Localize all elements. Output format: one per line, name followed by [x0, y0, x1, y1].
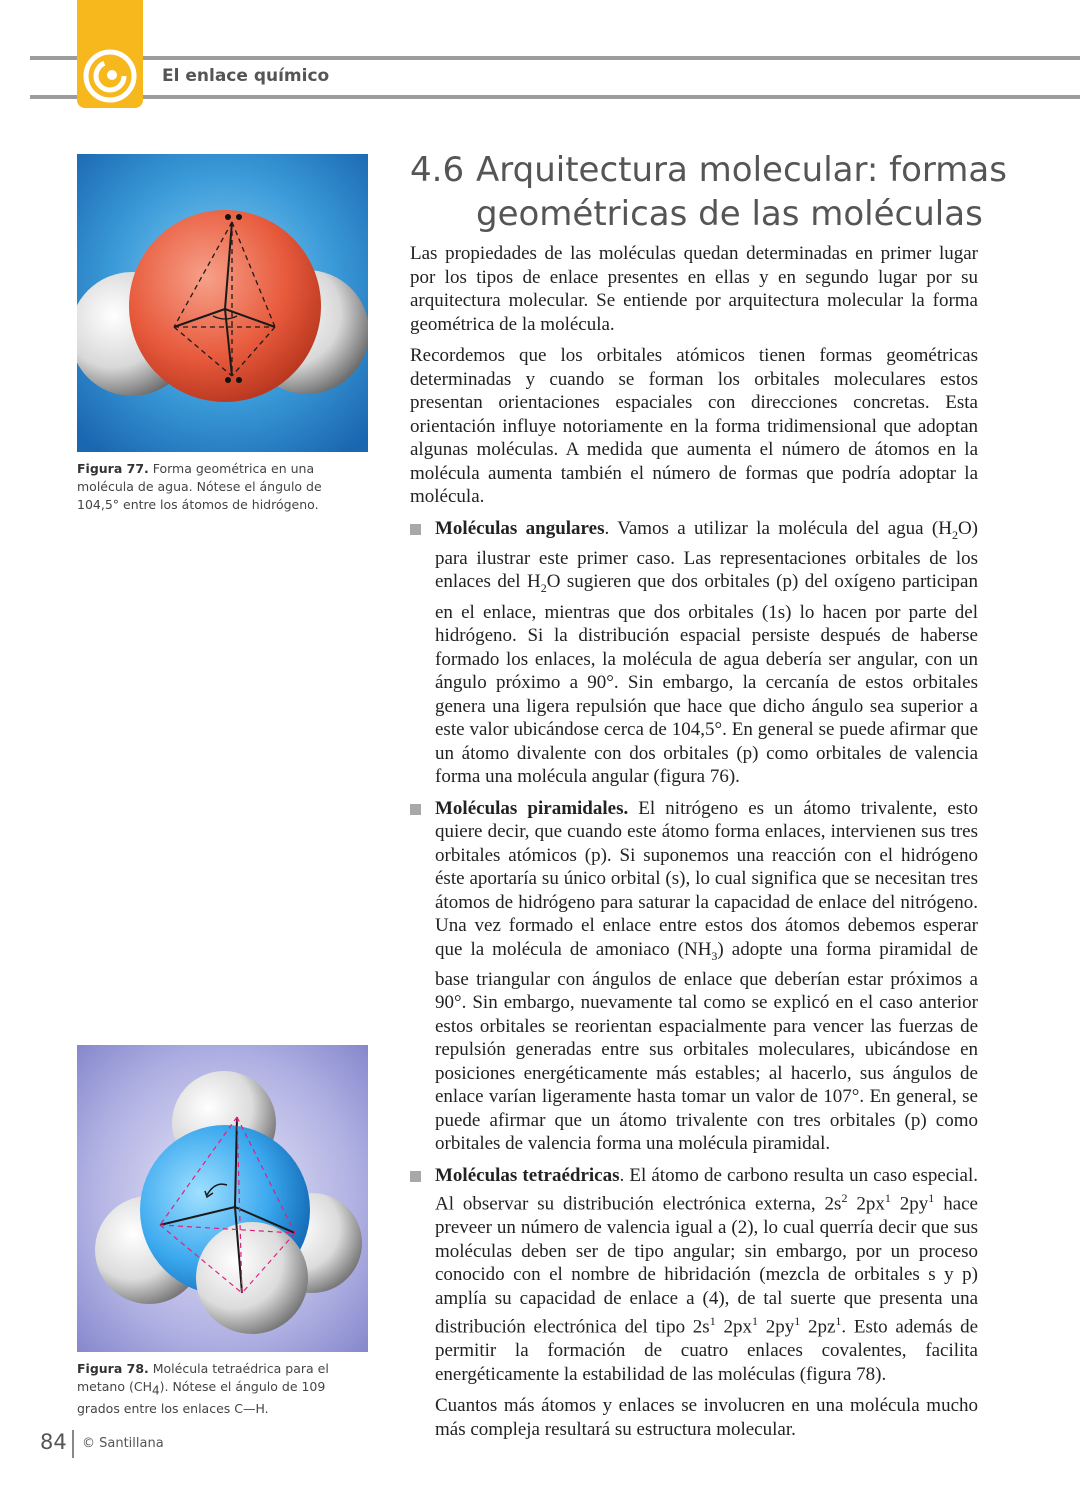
header-rule-bottom	[30, 95, 1080, 99]
header-rule-top	[30, 56, 1080, 60]
bullet-square-icon	[410, 524, 421, 535]
bullet-tetraedrica: Moléculas tetraédricas. El átomo de carbono resulta un caso especial. Al observar su distribución electrónica externa, $2s^2$ $2px^1$ $2py^1$ hace preveer un número de valencia igual a (2), lo cual querría decir que sus moléculas deben ser de tipo angular; sin embargo, por un proceso conocido con el nombre de hibridación (mezcla de orbitales s y p) amplía su capacidad de enlace a (4), de tal suerte que presenta una distribución electrónica del tipo $2s^1$ $2px^1$ $2py^1$ $2pz^1$. Esto además de permitir la formación de cuatro enlaces covalentes, facilita energéticamente la estabilidad de las moléculas (figura 78).	[410, 1164, 978, 1386]
bullet-square-icon	[410, 1171, 421, 1182]
bullet-angular: Moléculas angulares. Vamos a utilizar la molécula del agua $(H_2O)$ para ilustrar este primer caso. Las representaciones orbitales de los enlaces del $H_2O$ sugieren que dos orbitales (p) del oxígeno participan en el enlace, mientras que dos orbitales (1s) lo hacen por parte del hidrógeno. Si la distribución espacial persiste después de haberse formado los enlaces, la molécula de agua debería ser angular, con un ángulo próximo a 90°. Sin embargo, la cercanía de estos orbitales genera una ligera repulsión que hace que dicho ángulo sea superior a este valor ubicándose cerca de 104,5°. En general se puede afirmar que un átomo divalente con dos orbitales (p) como orbitales de valencia forma una molécula angular (figura 76).	[410, 517, 978, 789]
footer-divider	[72, 1430, 74, 1458]
publisher-credit: © Santillana	[82, 1436, 164, 1451]
section-title: El enlace químico	[162, 66, 330, 86]
heading-line-1: Arquitectura molecular: formas	[476, 150, 1007, 190]
spiral-logo-icon	[82, 48, 138, 104]
section-heading	[410, 148, 1050, 236]
page-number: 84	[40, 1430, 67, 1454]
chapter-tab	[77, 0, 143, 108]
body-text	[410, 242, 978, 1449]
figure-78-caption: Figura 78. Molécula tetraédrica para el metano $(CH_4)$. Nótese el ángulo de 109 grados entre los enlaces C—H.	[77, 1361, 329, 1416]
paragraph-conclusion: Cuantos más átomos y enlaces se involucren en una molécula mucho más compleja resultará su estructura molecular.	[435, 1395, 978, 1440]
bullet-piramidal: Moléculas piramidales. El nitrógeno es un átomo trivalente, esto quiere decir, que cuando este átomo forma enlaces, intervienen sus tres orbitales atómicos (p). Si suponemos una reacción con el hidrógeno éste aportaría su único orbital (s), lo cual significa que se necesitan tres átomos de hidrógeno para saturar la capacidad de enlace del nitrógeno. Una vez formado el enlace entre estos dos átomos debemos esperar que la molécula de amoniaco $(NH_3)$ adopte una forma piramidal de base triangular con ángulos de enlace que deberían estar próximos a 90°. Sin embargo, nuevamente tal como se explicó en el caso anterior estos orbitales se reorientan espacialmente para vencer las fuerzas de repulsión generadas entre sus orbitales moleculares, ubicándose en posiciones energéticamente más estables; al hacerlo, sus ángulos de enlace varían ligeramente hasta tomar un valor de 107°. En general, se puede afirmar que un átomo trivalente con tres orbitales (p) como orbitales de valencia forma una molécula piramidal.	[410, 797, 978, 1156]
bullet-square-icon	[410, 804, 421, 815]
figure-77-caption: Figura 77. Forma geométrica en una molécula de agua. Nótese el ángulo de 104,5° entre los átomos de hidrógeno.	[77, 461, 322, 512]
paragraph-intro: Las propiedades de las moléculas quedan determinadas en primer lugar por los tipos de enlace presentes en ellas y en segundo lugar por su arquitectura molecular. Se entiende por arquitectura molecular la forma geométrica de la molécula.	[410, 243, 978, 335]
paragraph-orbitals: Recordemos que los orbitales atómicos tienen formas geométricas determinadas y cuando se forman los orbitales moleculares estos presentan orientaciones espaciales con direcciones concretas. Esta orientación influye notoriamente en la forma tridimensional que adoptan algunas moléculas. A medida que aumenta el número de átomos en la molécula aumenta también el número de formas que podría adoptar la molécula.	[410, 345, 978, 507]
figure-78-methane-molecule	[77, 1045, 368, 1352]
heading-line-2: geométricas de las moléculas	[476, 194, 983, 234]
figure-77-water-molecule	[77, 154, 368, 452]
section-number: 4.6	[410, 150, 465, 190]
